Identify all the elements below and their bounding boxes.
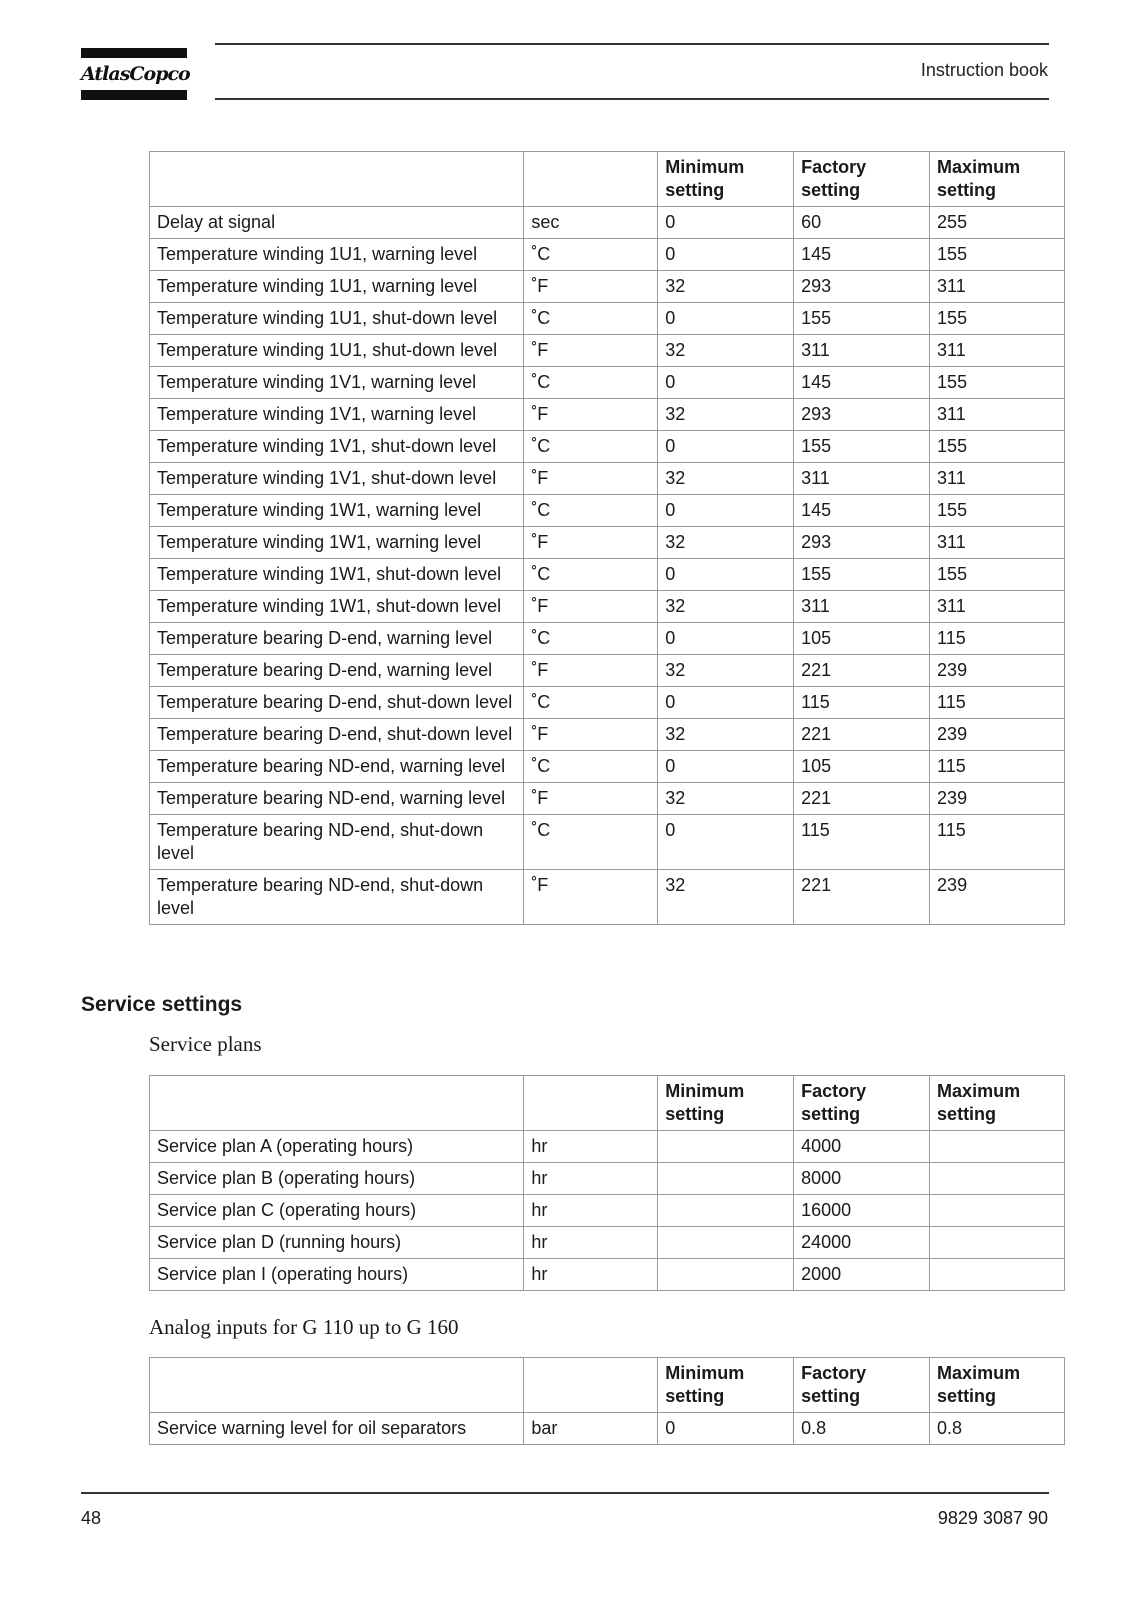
table-cell: Delay at signal xyxy=(150,207,524,239)
table-row xyxy=(150,687,1065,719)
table-cell xyxy=(658,1195,794,1227)
table-cell: 145 xyxy=(794,239,930,271)
table-cell: 32 xyxy=(658,655,794,687)
table-cell: Service warning level for oil separators xyxy=(150,1413,524,1445)
table-cell: 145 xyxy=(794,367,930,399)
column-header: Maximum setting xyxy=(930,1076,1065,1131)
table-row xyxy=(150,399,1065,431)
table-cell: ˚C xyxy=(524,431,658,463)
logo-wordmark: AtlasCopco xyxy=(81,63,190,85)
table-row xyxy=(150,623,1065,655)
table-cell: 155 xyxy=(930,239,1065,271)
logo-bar-bottom xyxy=(81,90,187,100)
table-row xyxy=(150,815,1065,870)
service-plans-table xyxy=(149,1075,1065,1291)
table-cell xyxy=(930,1131,1065,1163)
table-cell: 115 xyxy=(930,687,1065,719)
table-row xyxy=(150,431,1065,463)
table-row xyxy=(150,870,1065,925)
table-cell: 221 xyxy=(794,719,930,751)
table-cell: 311 xyxy=(794,463,930,495)
table-cell: Temperature bearing ND-end, shut-down level xyxy=(150,870,524,925)
table-cell: Temperature bearing ND-end, shut-down level xyxy=(150,815,524,870)
table-cell: ˚C xyxy=(524,495,658,527)
table-row xyxy=(150,591,1065,623)
protection-settings-table xyxy=(149,151,1065,925)
table-cell: ˚F xyxy=(524,335,658,367)
table-row xyxy=(150,655,1065,687)
column-header xyxy=(150,152,524,207)
table-cell: 115 xyxy=(930,751,1065,783)
table-row xyxy=(150,303,1065,335)
table-cell xyxy=(658,1131,794,1163)
table-cell: 32 xyxy=(658,271,794,303)
table-cell: Service plan A (operating hours) xyxy=(150,1131,524,1163)
column-header xyxy=(524,1076,658,1131)
table-cell: 155 xyxy=(930,367,1065,399)
table-cell: Temperature winding 1U1, shut-down level xyxy=(150,303,524,335)
atlas-copco-logo xyxy=(81,48,190,100)
table-cell: 155 xyxy=(930,495,1065,527)
table-cell: Temperature bearing ND-end, warning level xyxy=(150,783,524,815)
table-cell xyxy=(658,1259,794,1291)
table-cell: ˚C xyxy=(524,239,658,271)
table-cell: Service plan C (operating hours) xyxy=(150,1195,524,1227)
table-header-row xyxy=(150,152,1065,207)
table-cell: 8000 xyxy=(794,1163,930,1195)
table-cell: Temperature winding 1U1, shut-down level xyxy=(150,335,524,367)
subsection-title-service-plans: Service plans xyxy=(149,1032,262,1056)
column-header xyxy=(524,1358,658,1413)
table-cell: ˚C xyxy=(524,623,658,655)
table-cell: 2000 xyxy=(794,1259,930,1291)
table-cell: ˚F xyxy=(524,271,658,303)
table-row xyxy=(150,463,1065,495)
table-cell: 239 xyxy=(930,655,1065,687)
column-header: Factory setting xyxy=(794,1358,930,1413)
table-cell: 155 xyxy=(794,303,930,335)
table-cell: 0 xyxy=(658,559,794,591)
table-cell: ˚C xyxy=(524,687,658,719)
table-cell: 24000 xyxy=(794,1227,930,1259)
table-cell xyxy=(658,1227,794,1259)
table-cell: Temperature bearing D-end, warning level xyxy=(150,655,524,687)
table-row xyxy=(150,367,1065,399)
table-cell xyxy=(930,1163,1065,1195)
table-cell: 311 xyxy=(930,271,1065,303)
table-cell: ˚F xyxy=(524,783,658,815)
table-cell: 239 xyxy=(930,870,1065,925)
table-cell: 60 xyxy=(794,207,930,239)
table-cell: Temperature bearing D-end, shut-down level xyxy=(150,687,524,719)
table-cell: 293 xyxy=(794,527,930,559)
table-cell xyxy=(930,1259,1065,1291)
table-cell: Temperature winding 1U1, warning level xyxy=(150,271,524,303)
table-cell: 16000 xyxy=(794,1195,930,1227)
column-header: Factory setting xyxy=(794,152,930,207)
table-cell: bar xyxy=(524,1413,658,1445)
table-cell: 0 xyxy=(658,431,794,463)
table-cell: 32 xyxy=(658,783,794,815)
table-cell: 4000 xyxy=(794,1131,930,1163)
table-cell: Temperature winding 1W1, shut-down level xyxy=(150,591,524,623)
table-header-row xyxy=(150,1358,1065,1413)
table-row xyxy=(150,495,1065,527)
column-header: Factory setting xyxy=(794,1076,930,1131)
analog-inputs-table xyxy=(149,1357,1065,1445)
table-cell: 155 xyxy=(794,559,930,591)
subsection-title-analog-inputs: Analog inputs for G 110 up to G 160 xyxy=(149,1315,459,1339)
table-cell: ˚C xyxy=(524,367,658,399)
table-cell: Service plan D (running hours) xyxy=(150,1227,524,1259)
table-cell: hr xyxy=(524,1195,658,1227)
table-cell: 155 xyxy=(930,559,1065,591)
table-cell: 32 xyxy=(658,463,794,495)
table-cell xyxy=(930,1227,1065,1259)
table-cell: 0 xyxy=(658,623,794,655)
page-number: 48 xyxy=(81,1508,102,1528)
table-row xyxy=(150,1163,1065,1195)
column-header xyxy=(150,1358,524,1413)
table-row xyxy=(150,1259,1065,1291)
table-cell: 311 xyxy=(794,335,930,367)
table-cell: ˚F xyxy=(524,655,658,687)
table-cell: 311 xyxy=(794,591,930,623)
table-cell: Temperature winding 1U1, warning level xyxy=(150,239,524,271)
table-cell: hr xyxy=(524,1131,658,1163)
column-header: Minimum setting xyxy=(658,1076,794,1131)
table-cell: ˚C xyxy=(524,303,658,335)
table-cell: ˚F xyxy=(524,527,658,559)
table-row xyxy=(150,719,1065,751)
column-header: Maximum setting xyxy=(930,1358,1065,1413)
table-cell: hr xyxy=(524,1227,658,1259)
column-header: Minimum setting xyxy=(658,152,794,207)
table-cell: 239 xyxy=(930,783,1065,815)
table-row xyxy=(150,783,1065,815)
table-cell: 311 xyxy=(930,335,1065,367)
table-cell: 0 xyxy=(658,303,794,335)
table-cell: 105 xyxy=(794,623,930,655)
table-cell: 293 xyxy=(794,271,930,303)
table-row xyxy=(150,335,1065,367)
table-cell xyxy=(658,1163,794,1195)
table-cell: 221 xyxy=(794,655,930,687)
table-cell: 32 xyxy=(658,591,794,623)
table-cell: 311 xyxy=(930,591,1065,623)
table-cell: 115 xyxy=(930,623,1065,655)
table-cell: Temperature winding 1V1, warning level xyxy=(150,367,524,399)
table-cell: 0.8 xyxy=(930,1413,1065,1445)
table-cell: 0 xyxy=(658,687,794,719)
table-row xyxy=(150,271,1065,303)
table-cell: ˚C xyxy=(524,559,658,591)
table-cell: 0 xyxy=(658,751,794,783)
column-header xyxy=(524,152,658,207)
table-cell: ˚F xyxy=(524,870,658,925)
table-cell: Temperature bearing ND-end, warning level xyxy=(150,751,524,783)
header-rule-bottom xyxy=(215,98,1049,100)
table-header-row xyxy=(150,1076,1065,1131)
table-cell: Temperature winding 1W1, shut-down level xyxy=(150,559,524,591)
table-row xyxy=(150,207,1065,239)
table-cell: 221 xyxy=(794,783,930,815)
table-row xyxy=(150,751,1065,783)
table-cell: ˚C xyxy=(524,751,658,783)
table-cell: 255 xyxy=(930,207,1065,239)
table-row xyxy=(150,527,1065,559)
table-cell: 311 xyxy=(930,399,1065,431)
table-row xyxy=(150,559,1065,591)
table-cell: 32 xyxy=(658,335,794,367)
table-cell: 221 xyxy=(794,870,930,925)
table-cell: 239 xyxy=(930,719,1065,751)
table-row xyxy=(150,1195,1065,1227)
table-cell: ˚F xyxy=(524,399,658,431)
table-row xyxy=(150,1413,1065,1445)
table-cell: 105 xyxy=(794,751,930,783)
table-cell: Temperature bearing D-end, shut-down level xyxy=(150,719,524,751)
table-cell: hr xyxy=(524,1259,658,1291)
table-cell: 311 xyxy=(930,527,1065,559)
table-cell: Service plan B (operating hours) xyxy=(150,1163,524,1195)
table-cell: 311 xyxy=(930,463,1065,495)
table-cell: 0 xyxy=(658,495,794,527)
footer-rule xyxy=(81,1492,1049,1494)
table-cell: hr xyxy=(524,1163,658,1195)
table-cell: 115 xyxy=(794,815,930,870)
table-cell: ˚F xyxy=(524,591,658,623)
table-cell: 0 xyxy=(658,815,794,870)
table-cell: 0 xyxy=(658,239,794,271)
table-row xyxy=(150,1131,1065,1163)
table-cell: Service plan I (operating hours) xyxy=(150,1259,524,1291)
header-rule-top xyxy=(215,43,1049,45)
section-title-service-settings: Service settings xyxy=(81,993,243,1016)
table-cell: Temperature bearing D-end, warning level xyxy=(150,623,524,655)
table-cell: Temperature winding 1W1, warning level xyxy=(150,495,524,527)
table-cell: Temperature winding 1W1, warning level xyxy=(150,527,524,559)
document-number: 9829 3087 90 xyxy=(937,1508,1048,1528)
table-cell: 293 xyxy=(794,399,930,431)
table-row xyxy=(150,1227,1065,1259)
table-cell: Temperature winding 1V1, warning level xyxy=(150,399,524,431)
table-cell: 0 xyxy=(658,207,794,239)
table-cell: Temperature winding 1V1, shut-down level xyxy=(150,431,524,463)
table-cell: Temperature winding 1V1, shut-down level xyxy=(150,463,524,495)
table-cell: sec xyxy=(524,207,658,239)
header-title: Instruction book xyxy=(920,60,1048,80)
table-cell xyxy=(930,1195,1065,1227)
table-cell: 155 xyxy=(794,431,930,463)
column-header: Maximum setting xyxy=(930,152,1065,207)
column-header: Minimum setting xyxy=(658,1358,794,1413)
table-cell: 32 xyxy=(658,719,794,751)
table-cell: 155 xyxy=(930,303,1065,335)
table-cell: ˚C xyxy=(524,815,658,870)
table-cell: 115 xyxy=(930,815,1065,870)
table-cell: 32 xyxy=(658,527,794,559)
table-cell: ˚F xyxy=(524,719,658,751)
logo-bar-top xyxy=(81,48,187,58)
table-row xyxy=(150,239,1065,271)
table-cell: 145 xyxy=(794,495,930,527)
table-cell: 115 xyxy=(794,687,930,719)
table-cell: 0.8 xyxy=(794,1413,930,1445)
table-cell: 32 xyxy=(658,870,794,925)
table-cell: 155 xyxy=(930,431,1065,463)
column-header xyxy=(150,1076,524,1131)
table-cell: 0 xyxy=(658,1413,794,1445)
table-cell: 32 xyxy=(658,399,794,431)
table-cell: 0 xyxy=(658,367,794,399)
table-cell: ˚F xyxy=(524,463,658,495)
